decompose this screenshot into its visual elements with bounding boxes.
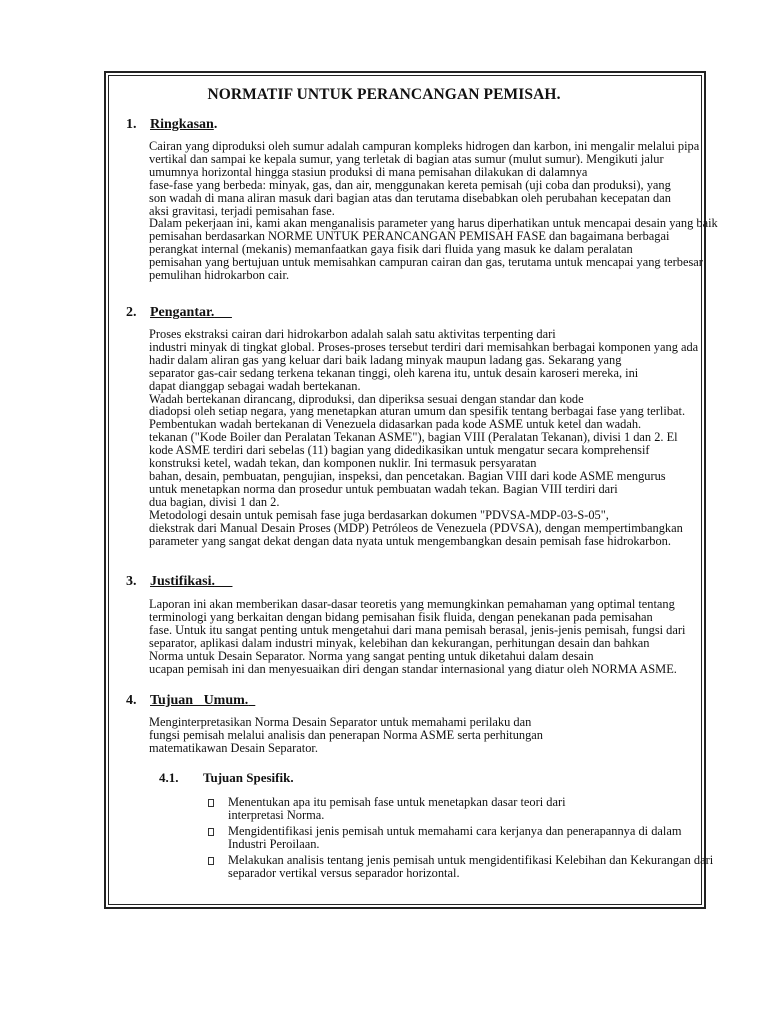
paragraph-line: Dalam pekerjaan ini, kami akan menganalisis parameter yang harus diperhatikan untuk mencapai desain yang baik [149,216,718,231]
section-heading-tujuan-umum [126,693,255,709]
paragraph-ringkasan [149,139,718,283]
list-item [206,825,716,851]
paragraph-line: diadopsi oleh setiap negara, yang menetapkan aturan umum dan spesifik tentang berbagai fase yang terlibat. [149,404,686,419]
paragraph-line: ucapan pemisah ini dan menyesuaikan diri dengan standar internasional yang diatur oleh NORMA ASME. [149,661,677,676]
paragraph-line: Metodologi desain untuk pemisah fase juga berdasarkan dokumen "PDVSA-MDP-03-S-05", [149,507,609,522]
section-title-trail [214,305,232,320]
paragraph-line: hadir dalam aliran gas yang keluar dari baik ladang minyak maupun ladang gas. Sekarang yang [149,352,622,367]
list-item-line: Menentukan apa itu pemisah fase untuk menetapkan dasar teori dari [228,795,566,809]
checkbox-bullet-icon [208,857,214,865]
list-item-line: Melakukan analisis tentang jenis pemisah untuk mengidentifikasi Kelebihan dan Kekurangan dari [228,852,714,867]
list-item-line: interpretasi Norma. [228,807,325,822]
paragraph-line: bahan, desain, pembuatan, pengujian, inspeksi, dan pencetakan. Bagian VIII dari kode ASME mengurus [149,468,666,483]
subsection-title: Tujuan Spesifik. [203,770,294,785]
paragraph-line: fase. Untuk itu sangat penting untuk mengetahui dari mana pemisah berasal, jenis-jenis pemisah, fungsi dari [149,622,686,637]
checkbox-bullet-icon [208,828,214,836]
paragraph-line: separator, aplikasi dalam industri minyak, kelebihan dan kekurangan, perhitungan desain dan bahkan [149,635,650,650]
checkbox-bullet-icon [208,799,214,807]
paragraph-line: Pembentukan wadah bertekanan di Venezuela didasarkan pada kode ASME untuk ketel dan wadah. [149,417,642,432]
paragraph-line: diekstrak dari Manual Desain Proses (MDP) Petróleos de Venezuela (PDVSA), dengan mempertimbangkan [149,520,683,535]
subsection-heading-tujuan-spesifik [159,770,294,786]
list-item-line: Industri Peroilaan. [228,836,320,851]
paragraph-line: kode ASME terdiri dari sebelas (11) bagian yang didedikasikan untuk mengatur secara komprehensif [149,443,650,458]
section-title-trail: . [213,117,218,132]
paragraph-line: vertikal dan sampai ke kepala sumur, yang terletak di bagian atas sumur (mulut sumur). Mengikuti jalur [149,151,664,166]
paragraph-line: pemisahan berdasarkan NORME UNTUK PERANCANGAN PEMISAH FASE dan bagaimana berbagai [149,229,670,244]
paragraph-line: Cairan yang diproduksi oleh sumur adalah campuran kompleks hidrogen dan karbon, ini mengalir melalui pipa [149,139,700,153]
paragraph-line: dapat dianggap sebagai wadah bertekanan. [149,378,361,393]
section-number: 3. [126,574,137,589]
specific-objectives-list [206,796,716,882]
section-number: 2. [126,305,137,320]
paragraph-line: parameter yang sangat dekat dengan data nyata untuk mengembangkan desain pemisah fase hidrokarbon. [149,533,671,548]
document-title: NORMATIF UNTUK PERANCANGAN PEMISAH. [207,86,561,103]
section-number: 1. [126,117,137,132]
section-title: Justifikasi. [150,574,215,589]
paragraph-line: matematikawan Desain Separator. [149,740,318,755]
paragraph-line: perangkat internal (mekanis) memanfaatkan gaya fisik dari fluida yang masuk ke dalam peralatan [149,242,633,257]
list-item-line: separador vertikal versus separador horizontal. [228,865,460,880]
section-heading-pengantar [126,305,232,321]
paragraph-line: untuk menetapkan norma dan prosedur untuk pembuatan wadah tekan. Bagian VIII terdiri dari [149,481,618,496]
paragraph-justifikasi [149,598,709,675]
paragraph-line: Proses ekstraksi cairan dari hidrokarbon adalah salah satu aktivitas terpenting dari [149,327,556,341]
paragraph-line: aksi gravitasi, terjadi pemisahan fase. [149,203,335,218]
section-title: Pengantar. [150,305,215,320]
section-number: 4. [126,693,137,708]
paragraph-line: fase-fase yang berbeda: minyak, gas, dan air, menggunakan kereta pemisah (uji coba dan produksi), yang [149,177,671,192]
paragraph-line: Wadah bertekanan dirancang, diproduksi, dan diperiksa sesuai dengan standar dan kode [149,391,584,406]
section-heading-ringkasan [126,117,217,133]
section-title-trail [248,693,255,708]
section-title: Ringkasan [150,117,214,132]
paragraph-line: tekanan ("Kode Boiler dan Peralatan Tekanan ASME"), bagian VIII (Peralatan Tekanan), divisi 1 dan 2. El [149,430,678,445]
paragraph-line: terminologi yang berkaitan dengan bidang pemisahan fisik fluida, dengan penekanan pada pemisahan [149,609,653,624]
paragraph-tujuan-umum [149,716,709,755]
paragraph-line: pemisahan yang bertujuan untuk memisahkan campuran cairan dan gas, terutama untuk mencapai yang terbesar [149,255,703,270]
paragraph-line: industri minyak di tingkat global. Proses-proses tersebut terdiri dari memisahkan berbagai komponen yang ada [149,339,699,354]
list-item [206,854,716,880]
paragraph-line: Norma untuk Desain Separator. Norma yang sangat penting untuk diketahui dalam desain [149,648,594,663]
paragraph-line: umumnya horizontal hingga stasiun produksi di mana pemisahan dilakukan di dalamnya [149,164,588,179]
subsection-number: 4.1. [159,770,179,785]
paragraph-line: separator gas-cair sedang terkena tekanan tinggi, oleh karena itu, untuk desain karoseri mereka, ini [149,365,639,380]
paragraph-line: konstruksi ketel, wadah tekan, dan komponen nuklir. Ini termasuk persyaratan [149,456,537,471]
paragraph-line: Laporan ini akan memberikan dasar-dasar teoretis yang memungkinkan pemahaman yang optimal tentang [149,597,675,611]
section-title-trail [215,574,233,589]
paragraph-pengantar [149,328,709,547]
paragraph-line: Menginterpretasikan Norma Desain Separator untuk memahami perilaku dan [149,715,532,729]
list-item [206,796,716,822]
paragraph-line: pemulihan hidrokarbon cair. [149,268,290,283]
section-title: Tujuan Umum. [150,693,249,708]
paragraph-line: son wadah di mana aliran masuk dari bagian atas dan terutama disebabkan oleh perubahan kecepatan dan [149,190,671,205]
paragraph-line: fungsi pemisah melalui analisis dan penerapan Norma ASME serta perhitungan [149,727,543,742]
paragraph-line: dua bagian, divisi 1 dan 2. [149,494,280,509]
list-item-line: Mengidentifikasi jenis pemisah untuk memahami cara kerjanya dan penerapannya di dalam [228,823,682,838]
section-heading-justifikasi [126,574,232,590]
